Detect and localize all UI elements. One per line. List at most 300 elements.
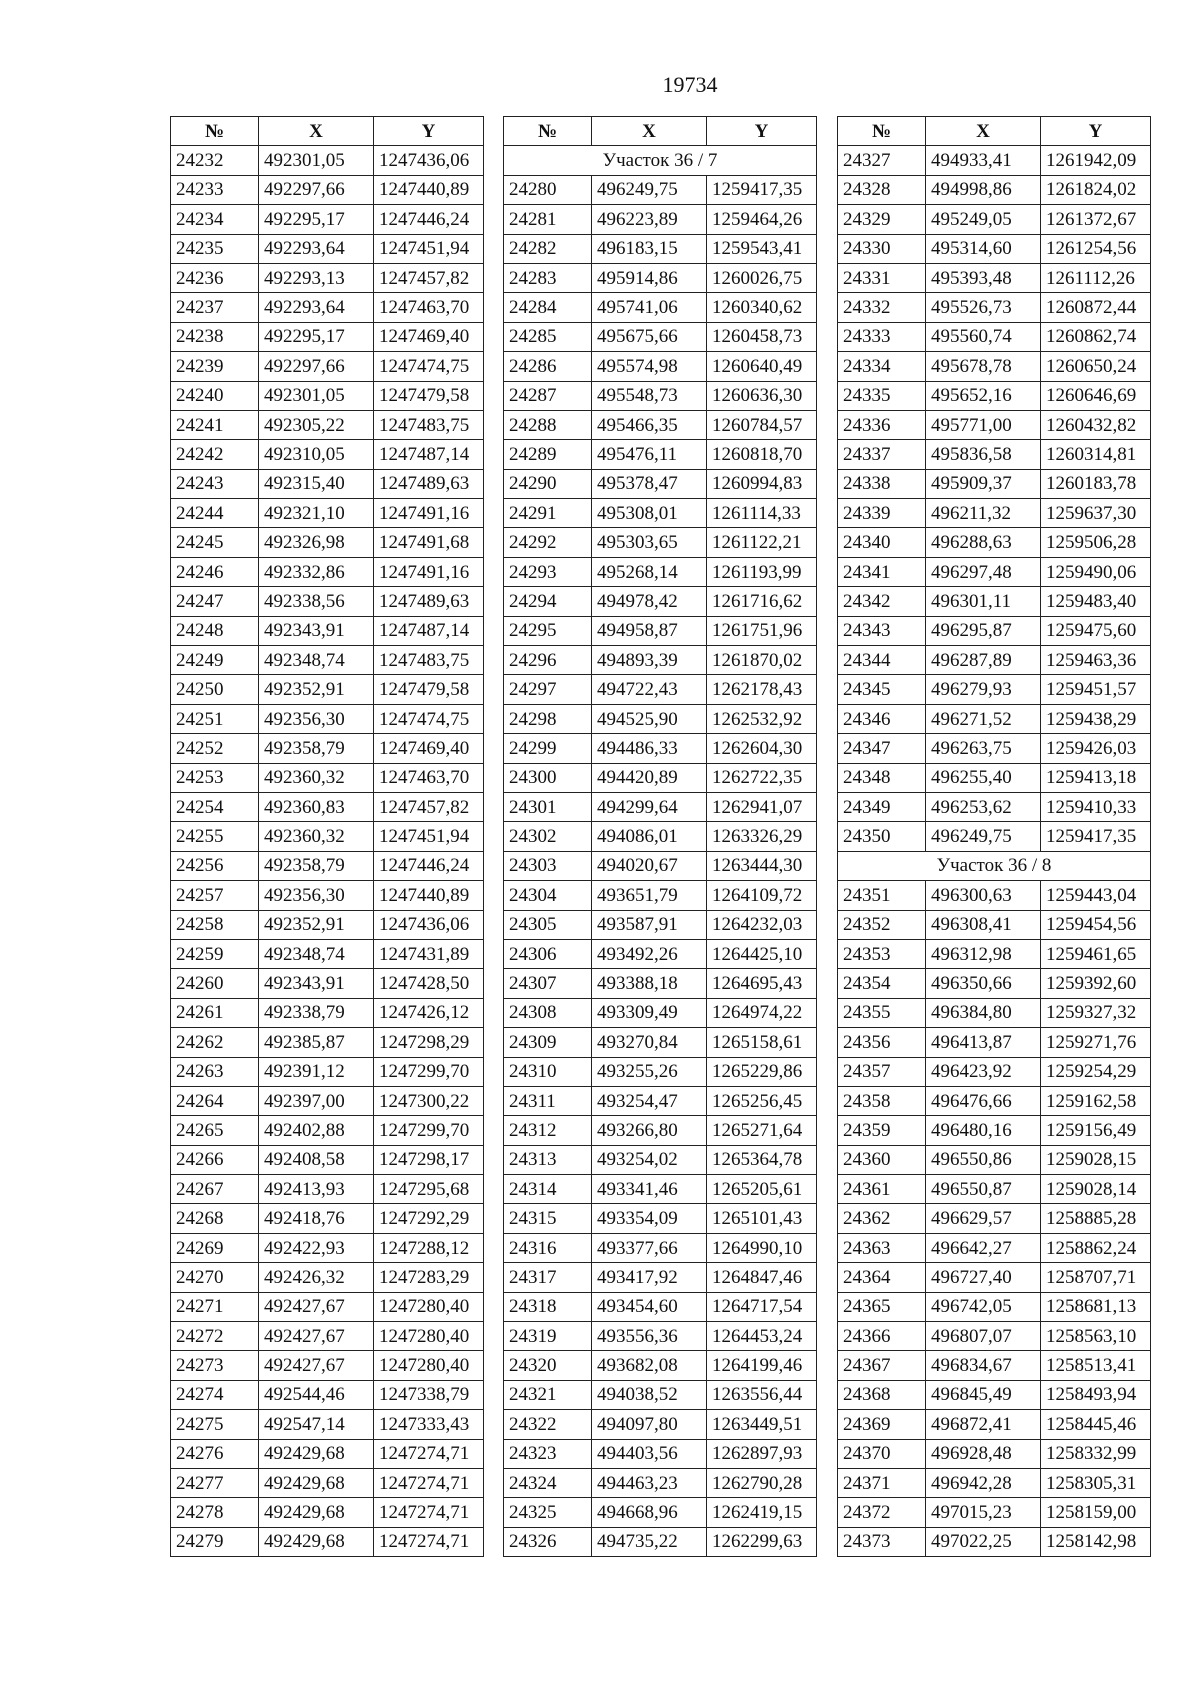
- x-coordinate: 492429,68: [259, 1468, 374, 1497]
- point-number: 24276: [171, 1439, 259, 1468]
- table-row: [171, 175, 484, 204]
- point-number: 24367: [838, 1351, 926, 1380]
- y-coordinate: 1247491,16: [374, 557, 484, 586]
- x-coordinate: 496301,11: [926, 587, 1041, 616]
- y-coordinate: 1247280,40: [374, 1351, 484, 1380]
- point-number: 24273: [171, 1351, 259, 1380]
- point-number: 24353: [838, 939, 926, 968]
- y-coordinate: 1258332,99: [1041, 1439, 1151, 1468]
- table-row: [504, 1233, 817, 1262]
- x-coordinate: 493377,66: [592, 1233, 707, 1262]
- y-coordinate: 1259506,28: [1041, 528, 1151, 557]
- table-row: [504, 1410, 817, 1439]
- point-number: 24270: [171, 1263, 259, 1292]
- table-row: [838, 734, 1151, 763]
- y-coordinate: 1263449,51: [707, 1410, 817, 1439]
- table-row: [838, 998, 1151, 1027]
- table-row: [838, 1380, 1151, 1409]
- x-coordinate: 492358,79: [259, 734, 374, 763]
- y-coordinate: 1263326,29: [707, 822, 817, 851]
- table-row: [504, 910, 817, 939]
- point-number: 24330: [838, 234, 926, 263]
- table-row: [838, 1322, 1151, 1351]
- x-coordinate: 493270,84: [592, 1028, 707, 1057]
- y-coordinate: 1247474,75: [374, 352, 484, 381]
- table-row: [838, 1116, 1151, 1145]
- section-row: [504, 146, 817, 175]
- y-coordinate: 1247457,82: [374, 792, 484, 821]
- point-number: 24303: [504, 851, 592, 880]
- section-row: [838, 851, 1151, 880]
- y-coordinate: 1247479,58: [374, 675, 484, 704]
- y-coordinate: 1247457,82: [374, 263, 484, 292]
- x-coordinate: 492293,64: [259, 234, 374, 263]
- point-number: 24304: [504, 881, 592, 910]
- y-coordinate: 1247487,14: [374, 616, 484, 645]
- table-row: [171, 1057, 484, 1086]
- table-row: [838, 234, 1151, 263]
- point-number: 24371: [838, 1468, 926, 1497]
- y-coordinate: 1259254,29: [1041, 1057, 1151, 1086]
- table-row: [171, 205, 484, 234]
- table-row: [504, 1204, 817, 1233]
- x-coordinate: 492348,74: [259, 939, 374, 968]
- y-coordinate: 1259028,14: [1041, 1175, 1151, 1204]
- table-row: [504, 704, 817, 733]
- x-coordinate: 496300,63: [926, 881, 1041, 910]
- x-coordinate: 495678,78: [926, 352, 1041, 381]
- point-number: 24308: [504, 998, 592, 1027]
- point-number: 24309: [504, 1028, 592, 1057]
- y-coordinate: 1262941,07: [707, 792, 817, 821]
- point-number: 24354: [838, 969, 926, 998]
- table-row: [171, 440, 484, 469]
- table-row: [504, 1439, 817, 1468]
- y-coordinate: 1264453,24: [707, 1322, 817, 1351]
- table-row: [504, 410, 817, 439]
- x-coordinate: 495393,48: [926, 263, 1041, 292]
- point-number: 24302: [504, 822, 592, 851]
- point-number: 24366: [838, 1322, 926, 1351]
- x-coordinate: 495308,01: [592, 499, 707, 528]
- table-row: [171, 734, 484, 763]
- point-number: 24247: [171, 587, 259, 616]
- x-coordinate: 494463,23: [592, 1468, 707, 1497]
- point-number: 24299: [504, 734, 592, 763]
- x-coordinate: 496249,75: [592, 175, 707, 204]
- table-row: [838, 1292, 1151, 1321]
- x-coordinate: 492295,17: [259, 322, 374, 351]
- table-row: [838, 352, 1151, 381]
- table-row: [838, 1086, 1151, 1115]
- x-coordinate: 494958,87: [592, 616, 707, 645]
- x-coordinate: 494097,80: [592, 1410, 707, 1439]
- table-row: [838, 616, 1151, 645]
- x-coordinate: 493388,18: [592, 969, 707, 998]
- x-coordinate: 494086,01: [592, 822, 707, 851]
- point-number: 24271: [171, 1292, 259, 1321]
- point-number: 24355: [838, 998, 926, 1027]
- y-coordinate: 1259483,40: [1041, 587, 1151, 616]
- point-number: 24245: [171, 528, 259, 557]
- x-coordinate: 494525,90: [592, 704, 707, 733]
- table-row: [838, 910, 1151, 939]
- x-coordinate: 496550,86: [926, 1145, 1041, 1174]
- point-number: 24284: [504, 293, 592, 322]
- point-number: 24246: [171, 557, 259, 586]
- point-number: 24250: [171, 675, 259, 704]
- x-coordinate: 496742,05: [926, 1292, 1041, 1321]
- table-row: [171, 851, 484, 880]
- table-row: [504, 293, 817, 322]
- y-coordinate: 1259392,60: [1041, 969, 1151, 998]
- point-number: 24248: [171, 616, 259, 645]
- point-number: 24232: [171, 146, 259, 175]
- x-coordinate: 493651,79: [592, 881, 707, 910]
- y-coordinate: 1264109,72: [707, 881, 817, 910]
- x-coordinate: 492427,67: [259, 1322, 374, 1351]
- table-row: [171, 792, 484, 821]
- point-number: 24339: [838, 499, 926, 528]
- y-coordinate: 1261824,02: [1041, 175, 1151, 204]
- y-coordinate: 1265101,43: [707, 1204, 817, 1233]
- table-row: [171, 1410, 484, 1439]
- y-coordinate: 1260026,75: [707, 263, 817, 292]
- table-row: [171, 528, 484, 557]
- x-coordinate: 496642,27: [926, 1233, 1041, 1262]
- x-coordinate: 492343,91: [259, 969, 374, 998]
- table-row: [171, 381, 484, 410]
- table-row: [171, 410, 484, 439]
- x-coordinate: 493254,47: [592, 1086, 707, 1115]
- table-row: [504, 1145, 817, 1174]
- x-coordinate: 496928,48: [926, 1439, 1041, 1468]
- x-coordinate: 494299,64: [592, 792, 707, 821]
- point-number: 24372: [838, 1498, 926, 1527]
- x-coordinate: 494403,56: [592, 1439, 707, 1468]
- y-coordinate: 1259461,65: [1041, 939, 1151, 968]
- point-number: 24286: [504, 352, 592, 381]
- point-number: 24274: [171, 1380, 259, 1409]
- point-number: 24239: [171, 352, 259, 381]
- table-row: [171, 352, 484, 381]
- table-row: [504, 1263, 817, 1292]
- y-coordinate: 1265229,86: [707, 1057, 817, 1086]
- table-row: [504, 1527, 817, 1556]
- x-coordinate: 492429,68: [259, 1439, 374, 1468]
- y-coordinate: 1247431,89: [374, 939, 484, 968]
- x-coordinate: 493682,08: [592, 1351, 707, 1380]
- table-row: [838, 1351, 1151, 1380]
- header-x: X: [926, 117, 1041, 146]
- table-row: [838, 763, 1151, 792]
- y-coordinate: 1260784,57: [707, 410, 817, 439]
- x-coordinate: 496287,89: [926, 646, 1041, 675]
- point-number: 24300: [504, 763, 592, 792]
- table-row: [171, 1322, 484, 1351]
- y-coordinate: 1260818,70: [707, 440, 817, 469]
- point-number: 24345: [838, 675, 926, 704]
- y-coordinate: 1258493,94: [1041, 1380, 1151, 1409]
- table-row: [504, 616, 817, 645]
- x-coordinate: 492356,30: [259, 704, 374, 733]
- x-coordinate: 492408,58: [259, 1145, 374, 1174]
- table-row: [171, 1175, 484, 1204]
- y-coordinate: 1247469,40: [374, 734, 484, 763]
- y-coordinate: 1264425,10: [707, 939, 817, 968]
- x-coordinate: 496872,41: [926, 1410, 1041, 1439]
- table-row: [171, 616, 484, 645]
- x-coordinate: 494668,96: [592, 1498, 707, 1527]
- y-coordinate: 1247474,75: [374, 704, 484, 733]
- point-number: 24368: [838, 1380, 926, 1409]
- y-coordinate: 1259156,49: [1041, 1116, 1151, 1145]
- table-row: [504, 822, 817, 851]
- section-title: Участок 36 / 8: [838, 851, 1151, 880]
- x-coordinate: 492343,91: [259, 616, 374, 645]
- table-row: [838, 440, 1151, 469]
- x-coordinate: 494998,86: [926, 175, 1041, 204]
- point-number: 24346: [838, 704, 926, 733]
- point-number: 24357: [838, 1057, 926, 1086]
- y-coordinate: 1258159,00: [1041, 1498, 1151, 1527]
- y-coordinate: 1259438,29: [1041, 704, 1151, 733]
- y-coordinate: 1247489,63: [374, 587, 484, 616]
- point-number: 24348: [838, 763, 926, 792]
- x-coordinate: 495268,14: [592, 557, 707, 586]
- y-coordinate: 1262722,35: [707, 763, 817, 792]
- point-number: 24244: [171, 499, 259, 528]
- point-number: 24279: [171, 1527, 259, 1556]
- point-number: 24349: [838, 792, 926, 821]
- y-coordinate: 1247483,75: [374, 646, 484, 675]
- table-row: [504, 205, 817, 234]
- x-coordinate: 496223,89: [592, 205, 707, 234]
- point-number: 24293: [504, 557, 592, 586]
- x-coordinate: 492301,05: [259, 381, 374, 410]
- point-number: 24314: [504, 1175, 592, 1204]
- y-coordinate: 1261114,33: [707, 499, 817, 528]
- table-row: [171, 293, 484, 322]
- x-coordinate: 496308,41: [926, 910, 1041, 939]
- x-coordinate: 496279,93: [926, 675, 1041, 704]
- y-coordinate: 1262299,63: [707, 1527, 817, 1556]
- table-row: [171, 1292, 484, 1321]
- y-coordinate: 1259543,41: [707, 234, 817, 263]
- table-row: [171, 1086, 484, 1115]
- y-coordinate: 1259028,15: [1041, 1145, 1151, 1174]
- table-row: [838, 410, 1151, 439]
- table-row: [838, 1175, 1151, 1204]
- point-number: 24338: [838, 469, 926, 498]
- y-coordinate: 1247426,12: [374, 998, 484, 1027]
- point-number: 24260: [171, 969, 259, 998]
- point-number: 24242: [171, 440, 259, 469]
- y-coordinate: 1247295,68: [374, 1175, 484, 1204]
- y-coordinate: 1258142,98: [1041, 1527, 1151, 1556]
- y-coordinate: 1265205,61: [707, 1175, 817, 1204]
- point-number: 24259: [171, 939, 259, 968]
- y-coordinate: 1259410,33: [1041, 792, 1151, 821]
- x-coordinate: 492293,13: [259, 263, 374, 292]
- y-coordinate: 1261372,67: [1041, 205, 1151, 234]
- table-row: [838, 969, 1151, 998]
- x-coordinate: 492402,88: [259, 1116, 374, 1145]
- table-row: [504, 528, 817, 557]
- y-coordinate: 1264695,43: [707, 969, 817, 998]
- point-number: 24363: [838, 1233, 926, 1262]
- y-coordinate: 1265256,45: [707, 1086, 817, 1115]
- x-coordinate: 492315,40: [259, 469, 374, 498]
- y-coordinate: 1260862,74: [1041, 322, 1151, 351]
- table-row: [504, 469, 817, 498]
- x-coordinate: 496288,63: [926, 528, 1041, 557]
- table-row: [171, 969, 484, 998]
- y-coordinate: 1259637,30: [1041, 499, 1151, 528]
- y-coordinate: 1261122,21: [707, 528, 817, 557]
- table-row: [171, 1028, 484, 1057]
- point-number: 24305: [504, 910, 592, 939]
- point-number: 24352: [838, 910, 926, 939]
- x-coordinate: 495526,73: [926, 293, 1041, 322]
- x-coordinate: 492385,87: [259, 1028, 374, 1057]
- y-coordinate: 1247491,68: [374, 528, 484, 557]
- x-coordinate: 496350,66: [926, 969, 1041, 998]
- table-row: [504, 1086, 817, 1115]
- table-row: [171, 939, 484, 968]
- table-row: [838, 557, 1151, 586]
- x-coordinate: 495476,11: [592, 440, 707, 469]
- point-number: 24315: [504, 1204, 592, 1233]
- y-coordinate: 1247298,17: [374, 1145, 484, 1174]
- x-coordinate: 492429,68: [259, 1527, 374, 1556]
- point-number: 24257: [171, 881, 259, 910]
- point-number: 24323: [504, 1439, 592, 1468]
- point-number: 24253: [171, 763, 259, 792]
- x-coordinate: 492413,93: [259, 1175, 374, 1204]
- y-coordinate: 1247463,70: [374, 763, 484, 792]
- x-coordinate: 494735,22: [592, 1527, 707, 1556]
- table-row: [838, 646, 1151, 675]
- point-number: 24241: [171, 410, 259, 439]
- y-coordinate: 1259417,35: [707, 175, 817, 204]
- x-coordinate: 495548,73: [592, 381, 707, 410]
- table-row: [504, 851, 817, 880]
- point-number: 24265: [171, 1116, 259, 1145]
- point-number: 24325: [504, 1498, 592, 1527]
- y-coordinate: 1259464,26: [707, 205, 817, 234]
- point-number: 24243: [171, 469, 259, 498]
- point-number: 24327: [838, 146, 926, 175]
- y-coordinate: 1265364,78: [707, 1145, 817, 1174]
- table-row: [504, 381, 817, 410]
- point-number: 24287: [504, 381, 592, 410]
- x-coordinate: 492360,83: [259, 792, 374, 821]
- y-coordinate: 1265158,61: [707, 1028, 817, 1057]
- y-coordinate: 1247288,12: [374, 1233, 484, 1262]
- y-coordinate: 1258563,10: [1041, 1322, 1151, 1351]
- x-coordinate: 495249,05: [926, 205, 1041, 234]
- point-number: 24320: [504, 1351, 592, 1380]
- x-coordinate: 496312,98: [926, 939, 1041, 968]
- coordinates-table-1: [170, 116, 484, 1557]
- y-coordinate: 1260340,62: [707, 293, 817, 322]
- x-coordinate: 493454,60: [592, 1292, 707, 1321]
- x-coordinate: 495909,37: [926, 469, 1041, 498]
- point-number: 24258: [171, 910, 259, 939]
- x-coordinate: 496271,52: [926, 704, 1041, 733]
- table-row: [171, 1351, 484, 1380]
- point-number: 24233: [171, 175, 259, 204]
- point-number: 24347: [838, 734, 926, 763]
- y-coordinate: 1259443,04: [1041, 881, 1151, 910]
- x-coordinate: 492360,32: [259, 822, 374, 851]
- point-number: 24290: [504, 469, 592, 498]
- point-number: 24321: [504, 1380, 592, 1409]
- table-row: [504, 352, 817, 381]
- y-coordinate: 1260994,83: [707, 469, 817, 498]
- x-coordinate: 493492,26: [592, 939, 707, 968]
- table-row: [838, 587, 1151, 616]
- point-number: 24319: [504, 1322, 592, 1351]
- table-row: [504, 557, 817, 586]
- x-coordinate: 492429,68: [259, 1498, 374, 1527]
- y-coordinate: 1260650,24: [1041, 352, 1151, 381]
- table-row: [504, 175, 817, 204]
- table-row: [171, 675, 484, 704]
- y-coordinate: 1247274,71: [374, 1527, 484, 1556]
- x-coordinate: 492301,05: [259, 146, 374, 175]
- y-coordinate: 1262532,92: [707, 704, 817, 733]
- y-coordinate: 1262419,15: [707, 1498, 817, 1527]
- y-coordinate: 1264199,46: [707, 1351, 817, 1380]
- table-row: [838, 1498, 1151, 1527]
- table-row: [504, 1498, 817, 1527]
- table-row: [171, 1468, 484, 1497]
- point-number: 24268: [171, 1204, 259, 1233]
- table-row: [838, 175, 1151, 204]
- point-number: 24328: [838, 175, 926, 204]
- x-coordinate: 492297,66: [259, 352, 374, 381]
- point-number: 24275: [171, 1410, 259, 1439]
- x-coordinate: 492297,66: [259, 175, 374, 204]
- point-number: 24313: [504, 1145, 592, 1174]
- x-coordinate: 496476,66: [926, 1086, 1041, 1115]
- x-coordinate: 493354,09: [592, 1204, 707, 1233]
- x-coordinate: 494893,39: [592, 646, 707, 675]
- y-coordinate: 1262790,28: [707, 1468, 817, 1497]
- x-coordinate: 495741,06: [592, 293, 707, 322]
- y-coordinate: 1247440,89: [374, 881, 484, 910]
- point-number: 24295: [504, 616, 592, 645]
- table-row: [504, 1351, 817, 1380]
- point-number: 24251: [171, 704, 259, 733]
- point-number: 24254: [171, 792, 259, 821]
- x-coordinate: 493587,91: [592, 910, 707, 939]
- point-number: 24310: [504, 1057, 592, 1086]
- point-number: 24336: [838, 410, 926, 439]
- header-y: Y: [374, 117, 484, 146]
- point-number: 24288: [504, 410, 592, 439]
- table-row: [504, 1175, 817, 1204]
- x-coordinate: 496211,32: [926, 499, 1041, 528]
- header-row: [838, 117, 1151, 146]
- table-row: [504, 263, 817, 292]
- point-number: 24364: [838, 1263, 926, 1292]
- x-coordinate: 492418,76: [259, 1204, 374, 1233]
- point-number: 24335: [838, 381, 926, 410]
- x-coordinate: 492360,32: [259, 763, 374, 792]
